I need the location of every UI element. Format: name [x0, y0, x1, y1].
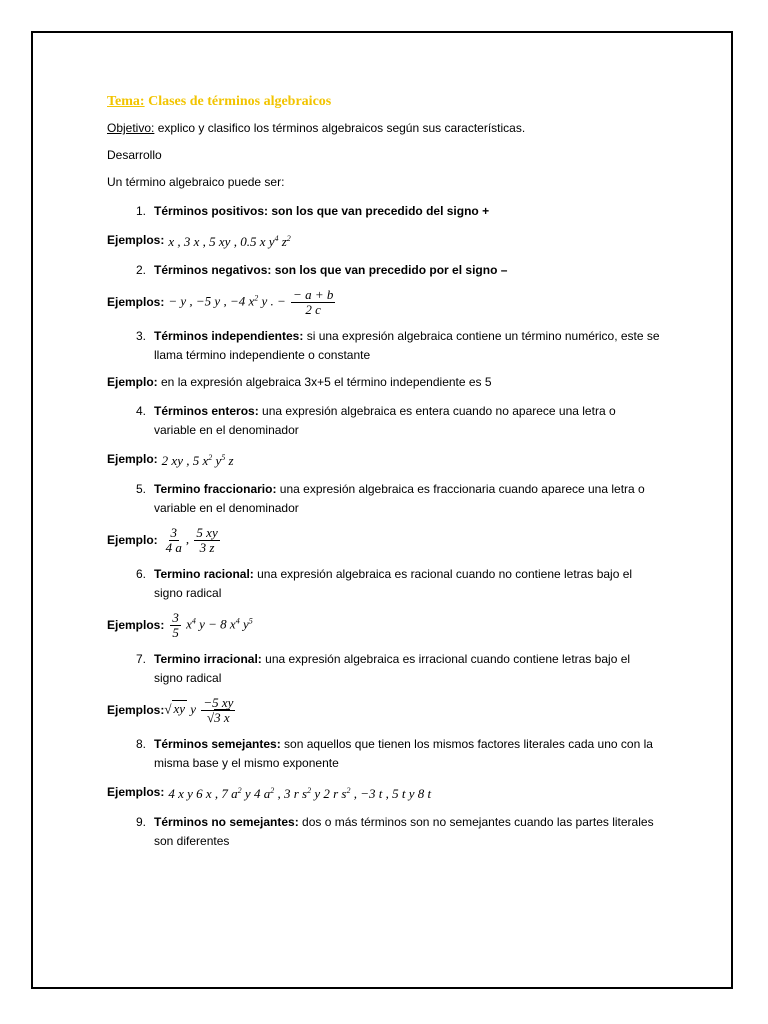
desarrollo-heading: Desarrollo: [107, 148, 162, 162]
example-4-math: 2 xy , 5 $x^2$ $y^5$ z: [161, 453, 234, 468]
item-number: 4.: [135, 404, 146, 418]
example-label: Ejemplos:: [107, 618, 165, 632]
example-2-math: − y , −5 y , −4 $x^2$ y . − $\frac{- a + b}{2 c}$: [168, 287, 334, 317]
item-term: Términos positivos:: [154, 204, 269, 218]
example-label: Ejemplos:: [107, 784, 165, 799]
example-4: [107, 448, 667, 470]
example-3: [107, 373, 667, 392]
document-body: [107, 92, 667, 851]
example-label: Ejemplo:: [107, 451, 158, 466]
item-number: 7.: [135, 652, 146, 666]
list-item: [107, 813, 667, 851]
item-term: Termino racional:: [154, 567, 254, 581]
example-label: Ejemplo:: [107, 375, 158, 389]
list-item: [107, 402, 667, 440]
item-desc: una expresión algebraica es racional cuando no contiene letras bajo el signo radical: [154, 567, 633, 600]
objetivo-line: [107, 119, 667, 138]
example-5-math: $\frac{3}{4 a}$ , $\frac{5 xy}{3 z}$: [165, 525, 218, 555]
example-8-math: 4 x y 6 x , 7 $a^2$ y 4 $a^2$ , 3 r $s^2$ y 2 r $s^2$ , −3 t , 5 t y 8 t: [168, 786, 432, 801]
item-term: Términos no semejantes:: [154, 815, 299, 829]
example-label: Ejemplos:: [107, 295, 165, 309]
example-label: Ejemplos:: [107, 703, 165, 717]
item-number: 8.: [135, 737, 146, 751]
example-2: [107, 288, 667, 317]
item-desc: una expresión algebraica es irracional cuando contiene letras bajo el signo radical: [154, 652, 631, 685]
list-item: [107, 650, 667, 688]
list-item: [107, 261, 667, 280]
example-3-text: en la expresión algebraica 3x+5 el término independiente es 5: [157, 375, 492, 389]
example-6-math: $\frac{3}{5}$ $x^4$ y − 8 $x^4$ $y^5$: [172, 610, 253, 640]
example-1: [107, 229, 667, 251]
example-label: Ejemplos:: [107, 232, 165, 247]
item-desc: son los que van precedido por el signo –: [271, 263, 508, 277]
list-item: [107, 327, 667, 365]
item-desc: una expresión algebraica es fraccionaria cuando aparece una letra o variable en el denominador: [154, 482, 645, 515]
item-number: 2.: [135, 263, 146, 277]
item-term: Termino irracional:: [154, 652, 262, 666]
example-5: [107, 526, 667, 555]
example-7: [107, 696, 667, 725]
item-term: Términos semejantes:: [154, 737, 281, 751]
item-number: 1.: [135, 204, 146, 218]
list-item: [107, 735, 667, 773]
item-term: Términos independientes:: [154, 329, 304, 343]
item-term: Términos negativos:: [154, 263, 272, 277]
example-6: [107, 611, 667, 640]
example-8: [107, 781, 667, 803]
list-item: [107, 480, 667, 518]
intro-text: Un término algebraico puede ser:: [107, 175, 285, 189]
example-1-math: x , 3 x , 5 xy , 0.5 x $y^4$ $z^2$: [168, 234, 291, 249]
item-term: Termino fraccionario:: [154, 482, 277, 496]
item-desc: son los que van precedido del signo +: [268, 204, 490, 218]
item-desc: si una expresión algebraica contiene un término numérico, este se llama término independiente o constante: [154, 329, 660, 362]
list-item: [107, 202, 667, 221]
tema-text: Clases de términos algebraicos: [148, 94, 332, 109]
item-desc: son aquellos que tienen los mismos factores literales cada uno con la misma base y el mismo exponente: [154, 737, 653, 770]
item-term: Términos enteros:: [154, 404, 259, 418]
objetivo-text: explico y clasifico los términos algebraicos según sus características.: [154, 121, 526, 135]
example-7-math: √ xy y $\frac{-5 xy}{√3 x}$: [164, 695, 234, 725]
page-title: [107, 92, 667, 111]
item-number: 6.: [135, 567, 146, 581]
item-number: 9.: [135, 815, 146, 829]
objetivo-label: Objetivo:: [107, 121, 155, 135]
item-desc: una expresión algebraica es entera cuando no aparece una letra o variable en el denominador: [154, 404, 616, 437]
tema-label: Tema:: [107, 94, 145, 109]
item-number: 3.: [135, 329, 146, 343]
item-desc: dos o más términos son no semejantes cuando las partes literales son diferentes: [154, 815, 654, 848]
item-number: 5.: [135, 482, 146, 496]
example-label: Ejemplo:: [107, 533, 158, 547]
list-item: [107, 565, 667, 603]
